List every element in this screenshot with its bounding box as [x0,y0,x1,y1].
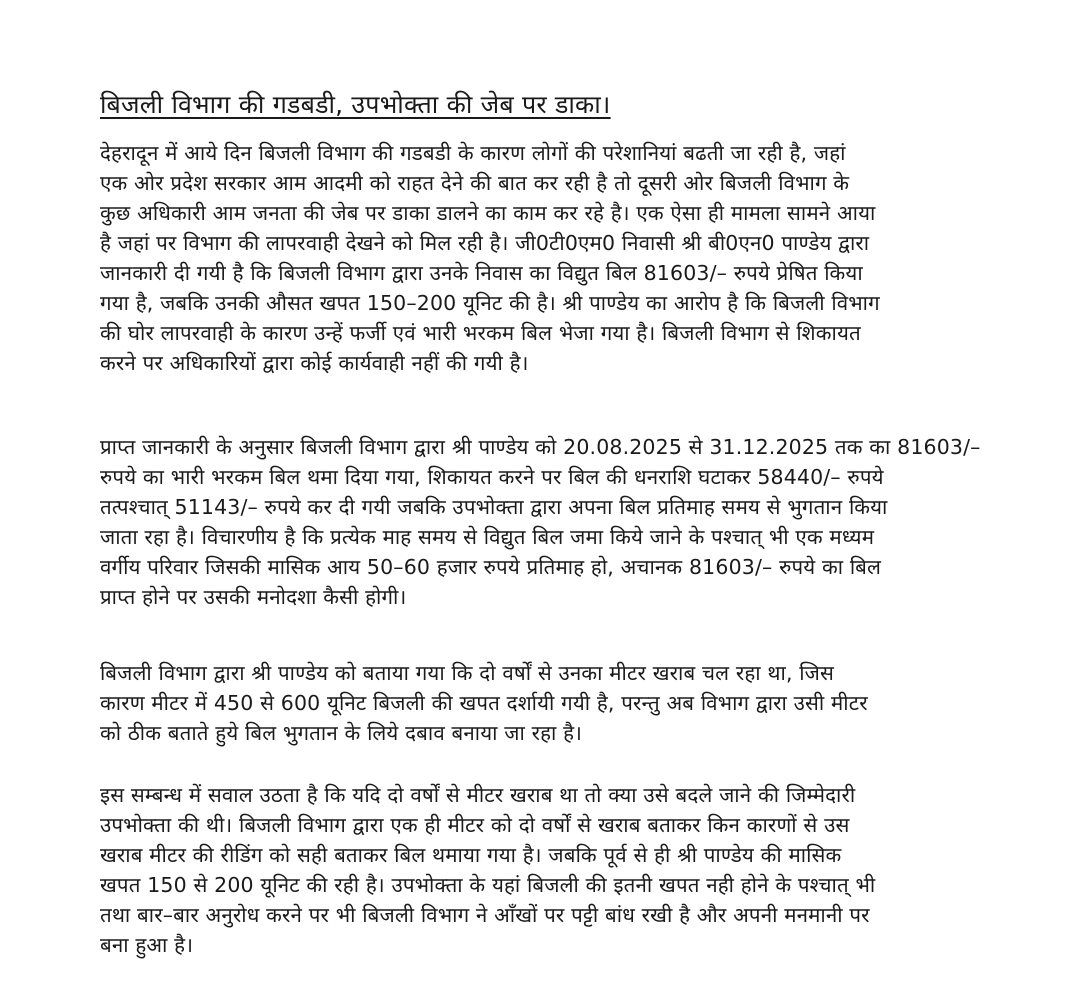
text-line: तथा बार–बार अनुरोध करने पर भी बिजली विभाग ने आँखों पर पट्टी बांध रखी है और अपनी मनमानी पर [100,903,870,927]
text-line: जाता रहा है। विचारणीय है कि प्रत्येक माह समय से विद्युत बिल जमा किये जाने के पश्चात् भी एक मध्यम [100,525,875,549]
text-line: खराब मीटर की रीडिंग को सही बताकर बिल थमाया गया है। जबकि पूर्व से ही श्री पाण्डेय की मासिक [100,843,842,867]
text-line: देहरादून में आये दिन बिजली विभाग की गडबडी के कारण लोगों की परेशानियां बढती जा रही है, जहां [100,141,846,165]
text-line: को ठीक बताते हुये बिल भुगतान के लिये दबाव बनाया जा रहा है। [100,721,583,745]
text-line: प्राप्त जानकारी के अनुसार बिजली विभाग द्वारा श्री पाण्डेय को 20.08.2025 से 31.12.2025 तक का 81603/– [100,435,981,459]
text-line: इस सम्बन्ध में सवाल उठता है कि यदि दो वर्षों से मीटर खराब था तो क्या उसे बदले जाने की जिम्मेदारी [100,783,856,807]
paragraph-1 [100,138,1060,378]
text-line: की घोर लापरवाही के कारण उन्हें फर्जी एवं भारी भरकम बिल भेजा गया है। बिजली विभाग से शिकायत [100,321,861,345]
text-line: बिजली विभाग द्वारा श्री पाण्डेय को बताया गया कि दो वर्षों से उनका मीटर खराब चल रहा था, जिस [100,661,834,685]
text-line: कुछ अधिकारी आम जनता की जेब पर डाका डालने का काम कर रहे है। एक ऐसा ही मामला सामने आया [100,201,876,225]
text-line: वर्गीय परिवार जिसकी मासिक आय 50–60 हजार रुपये प्रतिमाह हो, अचानक 81603/– रुपये का बिल [100,555,882,579]
text-line: एक ओर प्रदेश सरकार आम आदमी को राहत देने की बात कर रही है तो दूसरी ओर बिजली विभाग के [100,171,850,195]
text-line: गया है, जबकि उनकी औसत खपत 150–200 यूनिट की है। श्री पाण्डेय का आरोप है कि बिजली विभाग [100,291,880,315]
text-line: है जहां पर विभाग की लापरवाही देखने को मिल रही है। जी0टी0एम0 निवासी श्री बी0एन0 पाण्डेय द्वारा [100,231,870,255]
text-line: रुपये का भारी भरकम बिल थमा दिया गया, शिकायत करने पर बिल की धनराशि घटाकर 58440/– रुपये [100,465,884,489]
text-line: जानकारी दी गयी है कि बिजली विभाग द्वारा उनके निवास का विद्युत बिल 81603/– रुपये प्रेषित किया [100,261,863,285]
document-title: बिजली विभाग की गडबडी, उपभोक्ता की जेब पर डाका। [100,90,611,119]
text-line: प्राप्त होने पर उसकी मनोदशा कैसी होगी। [100,585,407,609]
text-line: खपत 150 से 200 यूनिट की रही है। उपभोक्ता के यहां बिजली की इतनी खपत नही होने के पश्चात् भी [100,873,876,897]
text-line: बना हुआ है। [100,933,194,957]
paragraph-2 [100,432,1060,612]
text-line: करने पर अधिकारियों द्वारा कोई कार्यवाही नहीं की गयी है। [100,351,529,375]
text-line: तत्पश्चात् 51143/– रुपये कर दी गयी जबकि उपभोक्ता द्वारा अपना बिल प्रतिमाह समय से भुगतान किया [100,495,888,519]
text-line: उपभोक्ता की थी। बिजली विभाग द्वारा एक ही मीटर को दो वर्षों से खराब बताकर किन कारणों से उस [100,813,850,837]
paragraph-4 [100,780,1060,960]
paragraph-3 [100,658,1060,748]
text-line: कारण मीटर में 450 से 600 यूनिट बिजली की खपत दर्शायी गयी है, परन्तु अब विभाग द्वारा उसी मीटर [100,691,868,715]
